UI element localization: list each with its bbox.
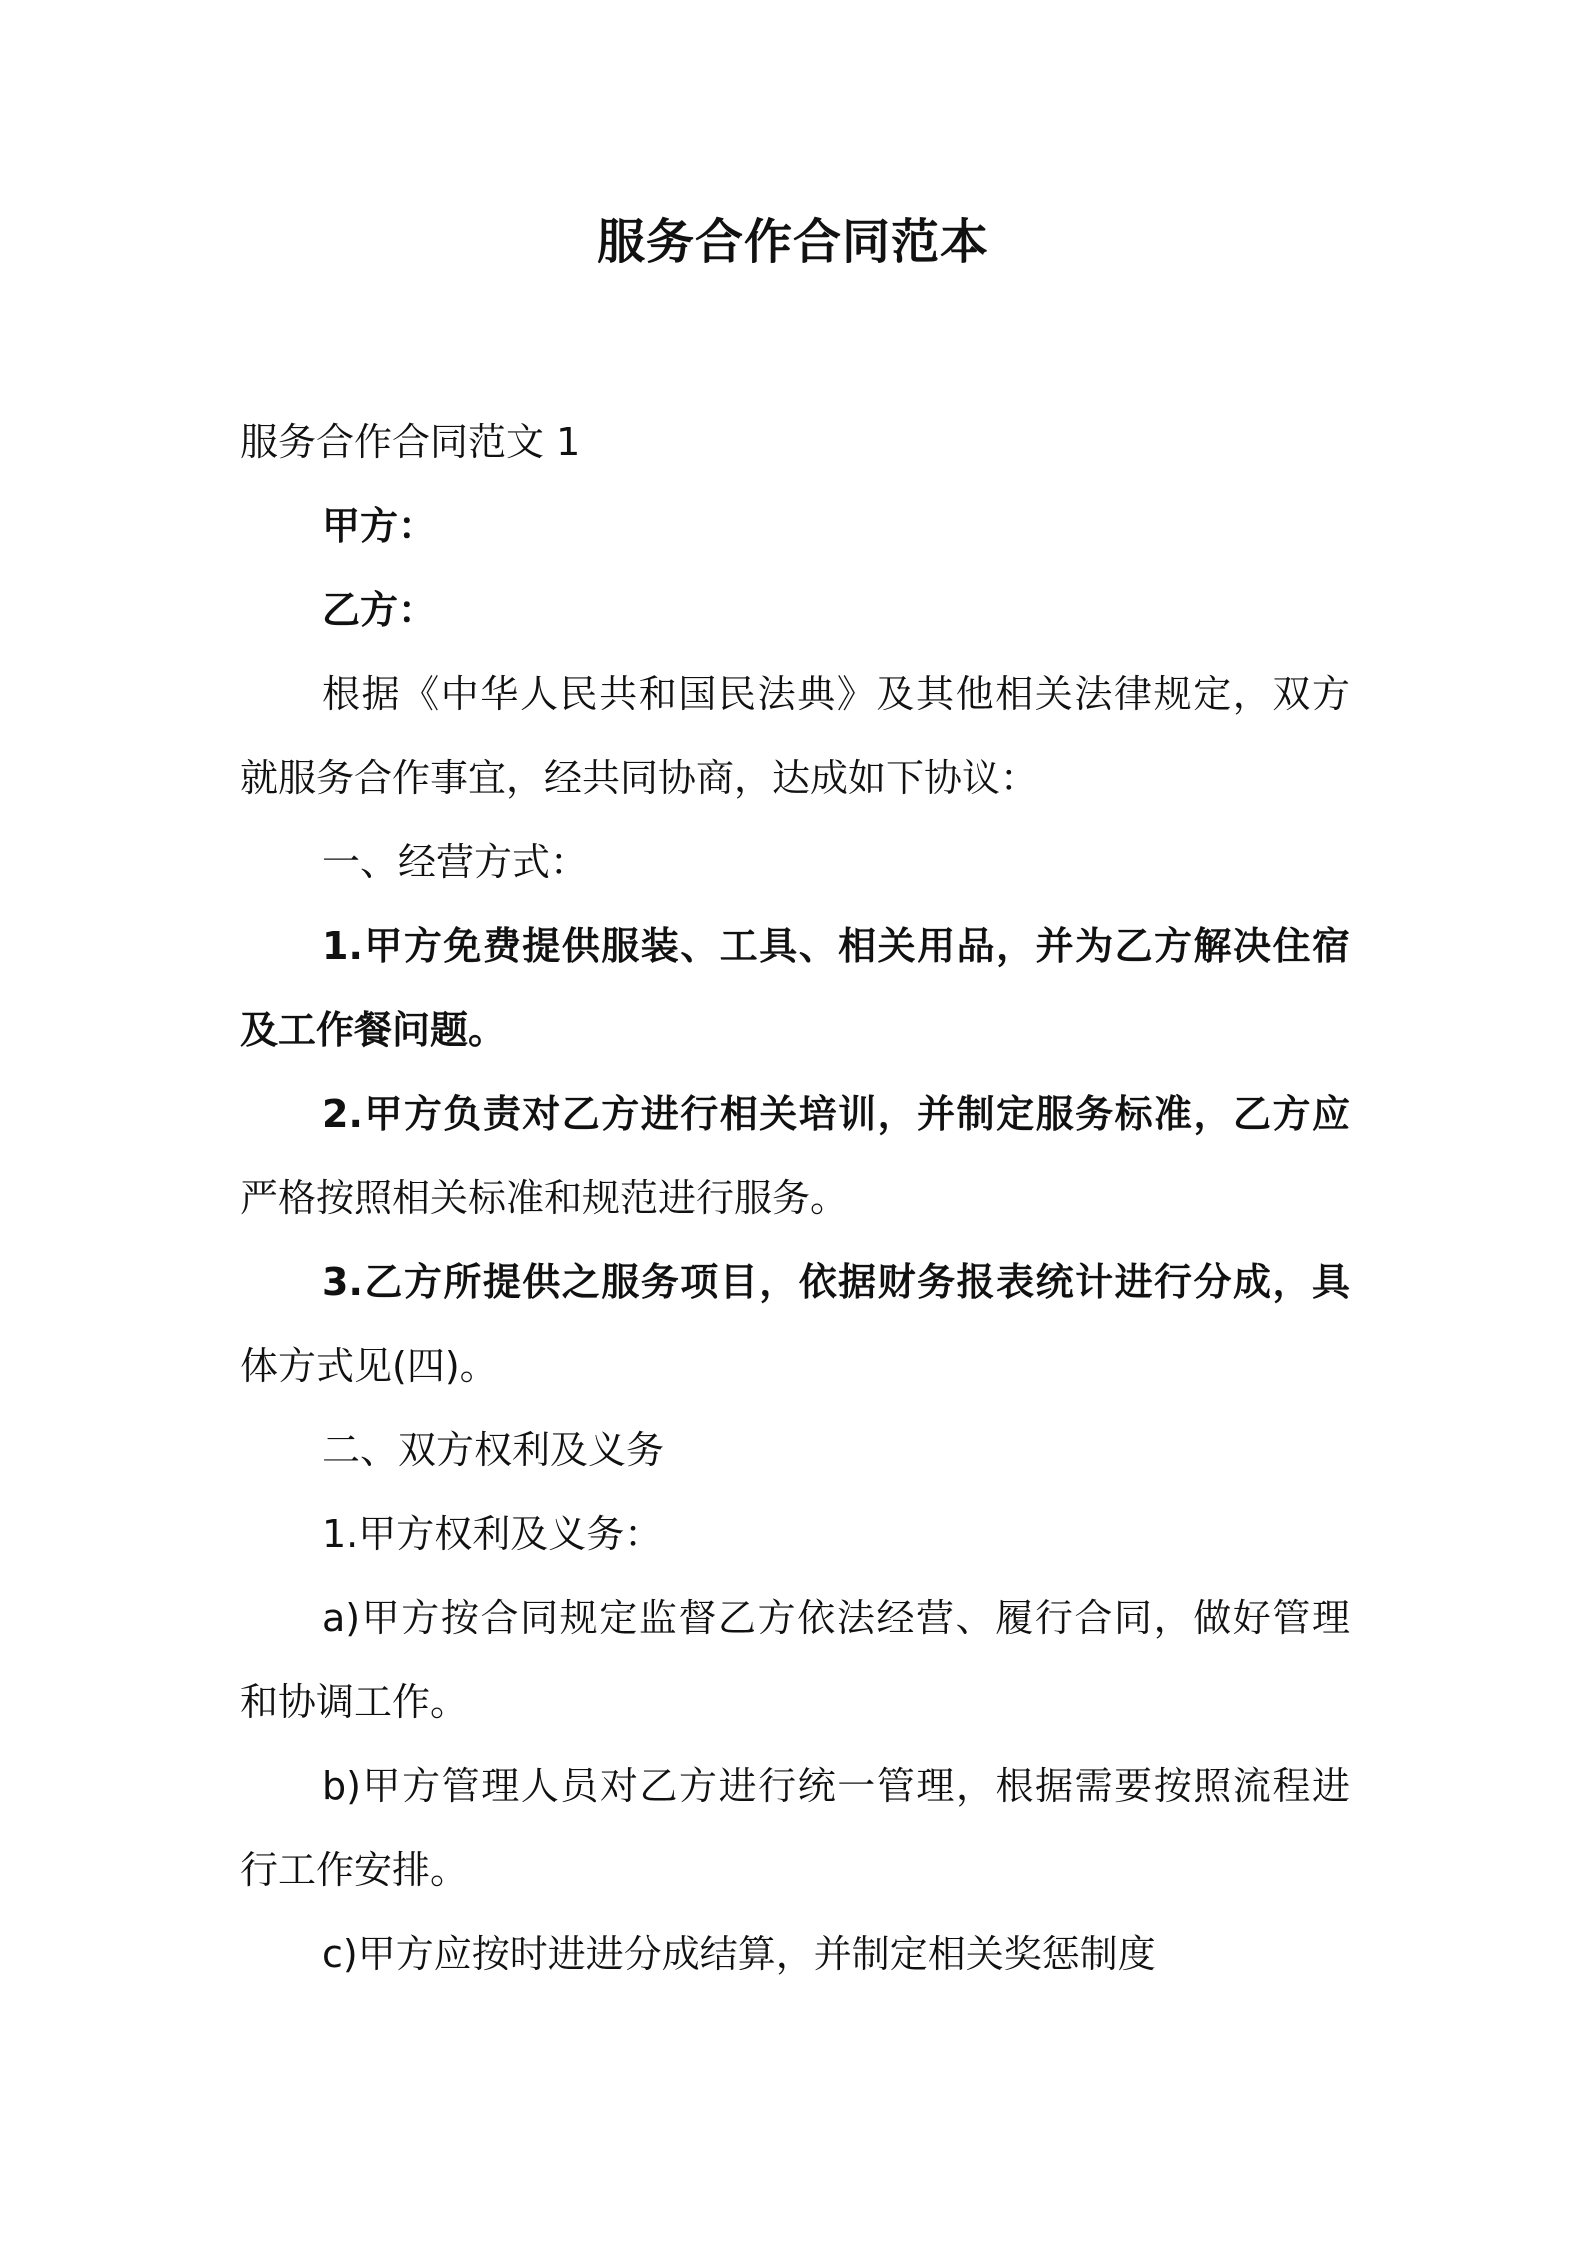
clause-heading: 一、经营方式： — [322, 840, 589, 884]
document-title: 服务合作合同范本 — [596, 214, 989, 270]
paragraph-line: 行工作安排。 — [240, 1848, 469, 1892]
party-b-line: 乙方： — [322, 588, 437, 632]
paragraph-line: 就服务合作事宜，经共同协商，达成如下协议： — [240, 756, 1039, 800]
paragraph-line: b)甲方管理人员对乙方进行统一管理，根据需要按照流程进 — [322, 1764, 1350, 1808]
paragraph-line: 3.乙方所提供之服务项目，依据财务报表统计进行分成，具 — [322, 1260, 1350, 1304]
document-body — [240, 400, 1350, 1996]
paragraph-line: 1.甲方免费提供服装、工具、相关用品，并为乙方解决住宿 — [322, 924, 1350, 968]
subclause-heading: 1.甲方权利及义务： — [322, 1512, 663, 1556]
paragraph-line: 及工作餐问题。 — [240, 1008, 507, 1052]
paragraph-line: 严格按照相关标准和规范进行服务。 — [240, 1176, 849, 1220]
paragraph-line: a)甲方按合同规定监督乙方依法经营、履行合同，做好管理 — [322, 1596, 1350, 1640]
section-heading: 服务合作合同范文 1 — [240, 420, 581, 464]
paragraph-line: 2.甲方负责对乙方进行相关培训，并制定服务标准，乙方应 — [322, 1092, 1350, 1136]
clause-heading: 二、双方权利及义务 — [322, 1428, 665, 1472]
party-a-line: 甲方： — [322, 504, 437, 548]
paragraph-line: 体方式见(四)。 — [240, 1344, 498, 1388]
paragraph-line: c)甲方应按时进进分成结算，并制定相关奖惩制度 — [322, 1932, 1156, 1976]
paragraph-line: 和协调工作。 — [240, 1680, 469, 1724]
paragraph-line: 根据《中华人民共和国民法典》及其他相关法律规定，双方 — [322, 672, 1350, 716]
